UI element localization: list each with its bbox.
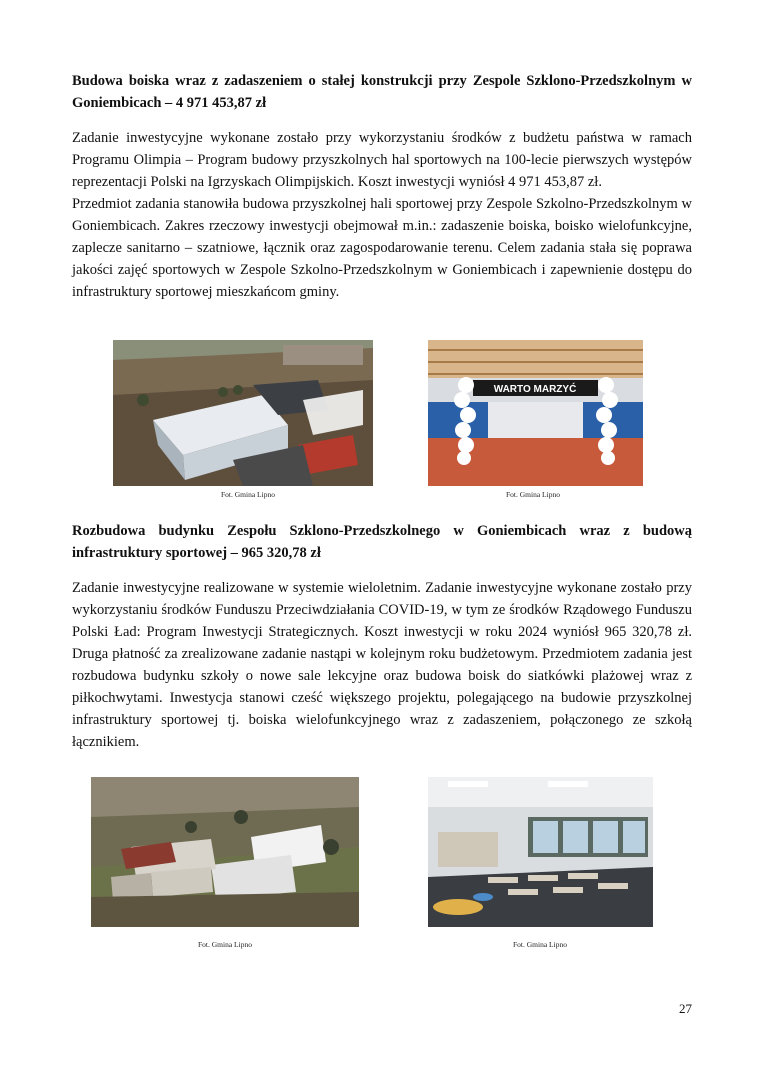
page-number: 27 [679,1001,692,1016]
photo-aerial-school [91,777,359,927]
photo-caption: Fot. Gmina Lipno [506,490,560,499]
section1-body [72,127,692,303]
section2-paragraph-1: Zadanie inwestycyjne realizowane w systemie wieloletnim. Zadanie inwestycyjne wykonane zostało przy wykorzystaniu środków Funduszu Przeciwdziałania COVID-19, w tym ze środków Rządowego Funduszu Polski Ład: Program Inwestycji Strategicznych. Koszt inwestycji w roku 2024 wyniósł 965 320,78 zł. Druga płatność za zrealizowane zadanie nastąpi w kolejnym roku budżetowym. Przedmiotem zadania jest rozbudowa budynku szkoły o nowe sale lekcyjne oraz budowa boisk do siatkówki plażowej wraz z piłkochwytami. Inwestycja stanowi cześć większego projektu, polegającego na budowie przyszkolnej infrastruktury sportowej tj. boiska wielofunkcyjnego wraz z zadaszeniem, połączonego ze szkołą łącznikiem. [72,580,692,750]
banner-text: WARTO MARZYĆ [493,384,577,395]
photo-aerial-sports-hall [113,340,373,486]
section1-paragraph-2: Przedmiot zadania stanowiła budowa przyszkolnej hali sportowej przy Zespole Szkolno-Przedszkolnym w Goniembicach. Zakres rzeczowy inwestycji obejmował m.in.: zadaszenie boiska, boisko wielofunkcyjne, zaplecze sanitarno – szatniowe, łącznik oraz zagospodarowanie terenu. Celem zadania stała się poprawa jakości zajęć sportowych w Zespole Szkolno-Przedszkolnym w Goniembicach i zapewnienie dostępu do infrastruktury sportowej mieszkańcom gminy. [72,196,692,300]
section1-paragraph-1: Zadanie inwestycyjne wykonane zostało przy wykorzystaniu środków z budżetu państwa w ramach Programu Olimpia – Program budowy przyszkolnych hal sportowych na 100-lecie pierwszych występów reprezentacji Polski na Igrzyskach Olimpijskich. Koszt inwestycji wyniósł 4 971 453,87 zł. [72,130,692,190]
section1-heading: Budowa boiska wraz z zadaszeniem o stałej konstrukcji przy Zespole Szklono-Przedszkolnym w Goniembicach – 4 971 453,87 zł [72,73,692,111]
section2-body [72,577,692,753]
section2-heading: Rozbudowa budynku Zespołu Szklono-Przedszkolnego w Goniembicach wraz z budową infrastruktury sportowej – 965 320,78 zł [72,523,692,561]
photo-caption: Fot. Gmina Lipno [198,940,252,949]
photo-hall-interior [428,340,643,486]
photo-caption: Fot. Gmina Lipno [513,940,567,949]
photo-classroom [428,777,653,927]
photo-caption: Fot. Gmina Lipno [221,490,275,499]
